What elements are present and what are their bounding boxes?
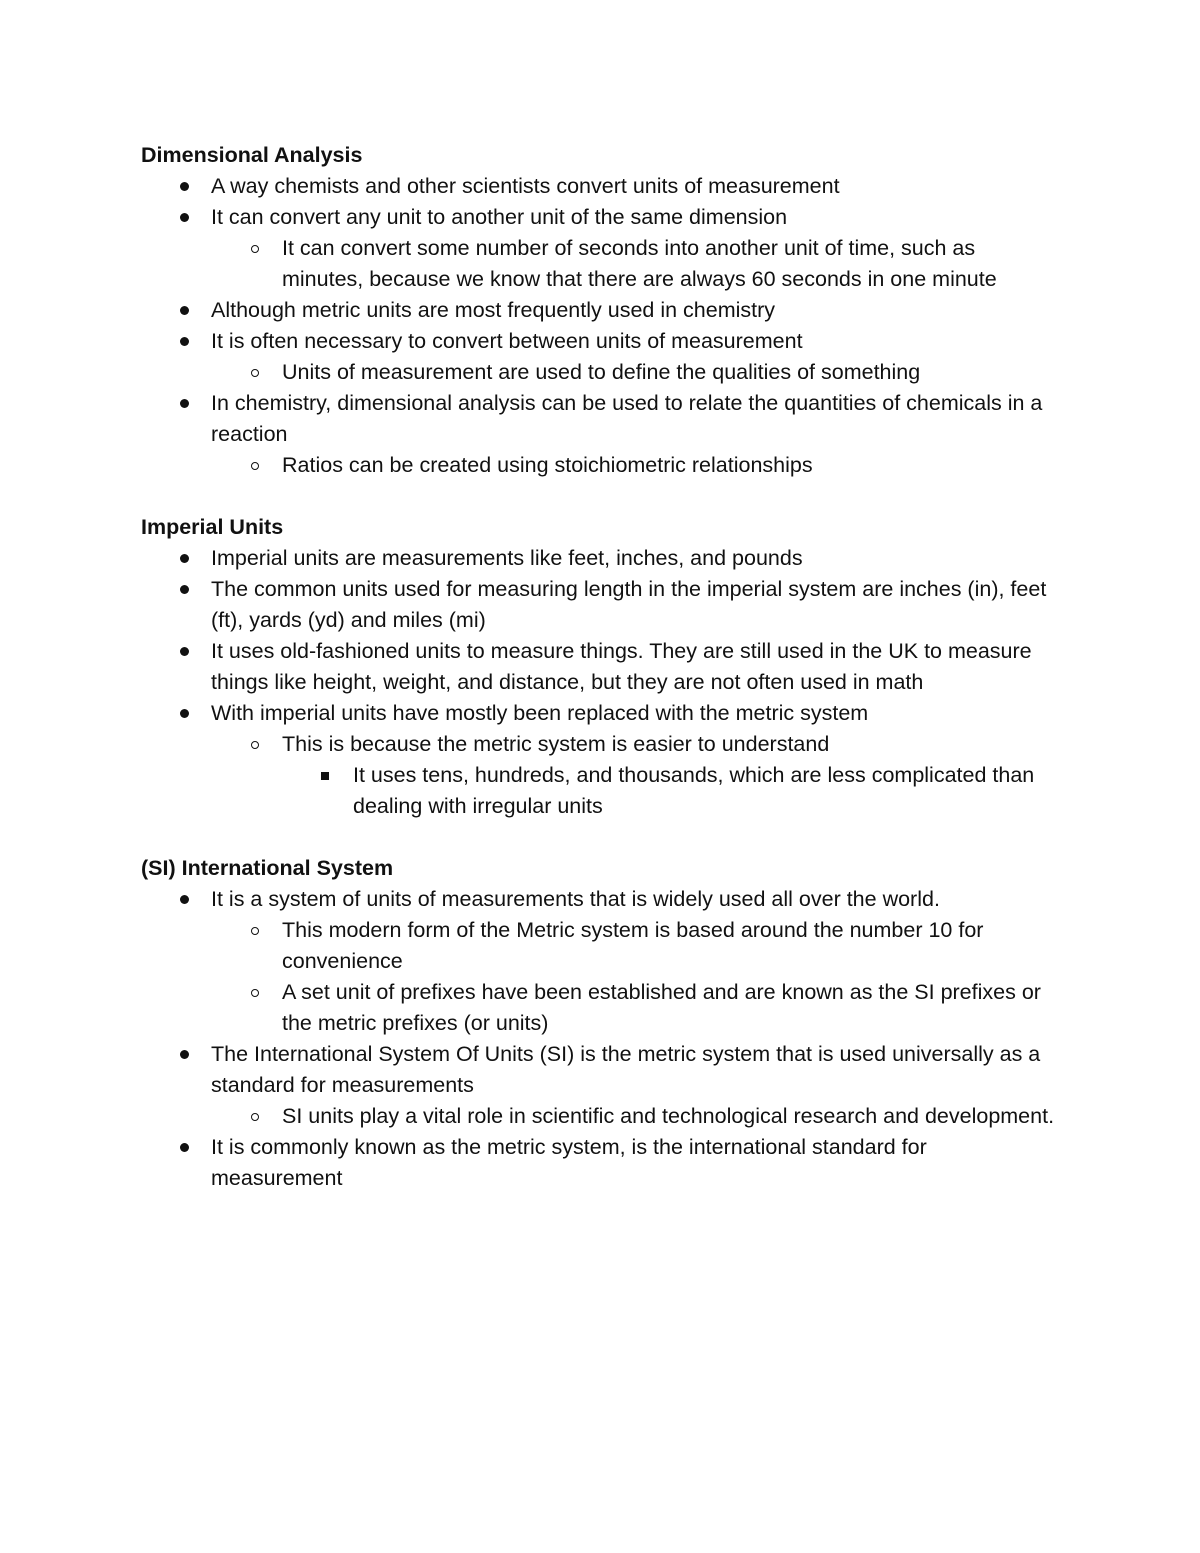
list-item <box>282 760 1061 822</box>
list-item-text: The International System Of Units (SI) is the metric system that is used universally as a standard for measurements <box>211 1042 1041 1097</box>
sub-list <box>211 729 1061 822</box>
list-item-text: A way chemists and other scientists convert units of measurement <box>211 174 840 198</box>
sub-sub-list <box>282 760 1061 822</box>
bullet-disc-icon <box>177 171 191 202</box>
list-item <box>141 884 1061 1039</box>
bullet-circle-icon <box>248 357 262 388</box>
bullet-circle-icon <box>248 729 262 760</box>
sub-list <box>211 357 1061 388</box>
list-item-text: With imperial units have mostly been replaced with the metric system <box>211 701 869 725</box>
bullet-list <box>141 884 1061 1194</box>
bullet-disc-icon <box>177 1132 191 1163</box>
bullet-circle-icon <box>248 1101 262 1132</box>
bullet-disc-icon <box>177 202 191 233</box>
bullet-disc-icon <box>177 388 191 419</box>
list-item-text: SI units play a vital role in scientific and technological research and development. <box>282 1104 1055 1128</box>
bullet-circle-icon <box>248 233 262 264</box>
list-item <box>141 202 1061 295</box>
bullet-disc-icon <box>177 1039 191 1070</box>
list-item <box>141 543 1061 574</box>
bullet-circle-icon <box>248 915 262 946</box>
list-item <box>211 977 1061 1039</box>
list-item-text: This modern form of the Metric system is based around the number 10 for convenience <box>282 918 984 973</box>
list-item-text: It uses tens, hundreds, and thousands, which are less complicated than dealing with irregular units <box>353 763 1035 818</box>
sub-list <box>211 450 1061 481</box>
list-item-text: It is a system of units of measurements that is widely used all over the world. <box>211 887 940 911</box>
list-item <box>211 915 1061 977</box>
section-si-international-system <box>141 853 1061 1194</box>
list-item-text: Ratios can be created using stoichiometric relationships <box>282 453 813 477</box>
list-item <box>141 295 1061 326</box>
list-item-text: It is commonly known as the metric system, is the international standard for measurement <box>211 1135 927 1190</box>
list-item-text: It is often necessary to convert between units of measurement <box>211 329 803 353</box>
list-item-text: It can convert any unit to another unit of the same dimension <box>211 205 788 229</box>
bullet-disc-icon <box>177 543 191 574</box>
list-item-text: It can convert some number of seconds into another unit of time, such as minutes, because we know that there are always 60 seconds in one minute <box>282 236 997 291</box>
list-item <box>141 698 1061 822</box>
bullet-list <box>141 171 1061 481</box>
bullet-square-icon <box>318 760 332 791</box>
list-item <box>141 171 1061 202</box>
sub-list <box>211 1101 1061 1132</box>
list-item-text: It uses old-fashioned units to measure things. They are still used in the UK to measure things like height, weight, and distance, but they are not often used in math <box>211 639 1032 694</box>
section-imperial-units <box>141 512 1061 822</box>
list-item <box>141 1132 1061 1194</box>
bullet-list <box>141 543 1061 822</box>
section-dimensional-analysis <box>141 140 1061 481</box>
bullet-disc-icon <box>177 574 191 605</box>
list-item <box>141 636 1061 698</box>
section-heading: (SI) International System <box>141 856 394 880</box>
list-item <box>211 1101 1061 1132</box>
list-item <box>141 326 1061 388</box>
sub-list <box>211 915 1061 1039</box>
list-item <box>141 574 1061 636</box>
bullet-disc-icon <box>177 326 191 357</box>
list-item-text: In chemistry, dimensional analysis can be used to relate the quantities of chemicals in a reaction <box>211 391 1043 446</box>
bullet-disc-icon <box>177 295 191 326</box>
list-item-text: The common units used for measuring length in the imperial system are inches (in), feet (ft), yards (yd) and miles (mi) <box>211 577 1047 632</box>
list-item <box>211 450 1061 481</box>
list-item-text: A set unit of prefixes have been established and are known as the SI prefixes or the metric prefixes (or units) <box>282 980 1041 1035</box>
bullet-disc-icon <box>177 884 191 915</box>
list-item-text: Although metric units are most frequently used in chemistry <box>211 298 776 322</box>
list-item <box>141 1039 1061 1132</box>
document-content <box>141 140 1061 1225</box>
sub-list <box>211 233 1061 295</box>
bullet-circle-icon <box>248 450 262 481</box>
bullet-disc-icon <box>177 698 191 729</box>
list-item <box>141 388 1061 481</box>
section-heading: Dimensional Analysis <box>141 143 363 167</box>
list-item-text: Units of measurement are used to define the qualities of something <box>282 360 921 384</box>
list-item <box>211 357 1061 388</box>
list-item <box>211 729 1061 822</box>
bullet-circle-icon <box>248 977 262 1008</box>
bullet-disc-icon <box>177 636 191 667</box>
list-item-text: Imperial units are measurements like feet, inches, and pounds <box>211 546 803 570</box>
list-item-text: This is because the metric system is easier to understand <box>282 732 830 756</box>
section-heading: Imperial Units <box>141 515 284 539</box>
list-item <box>211 233 1061 295</box>
